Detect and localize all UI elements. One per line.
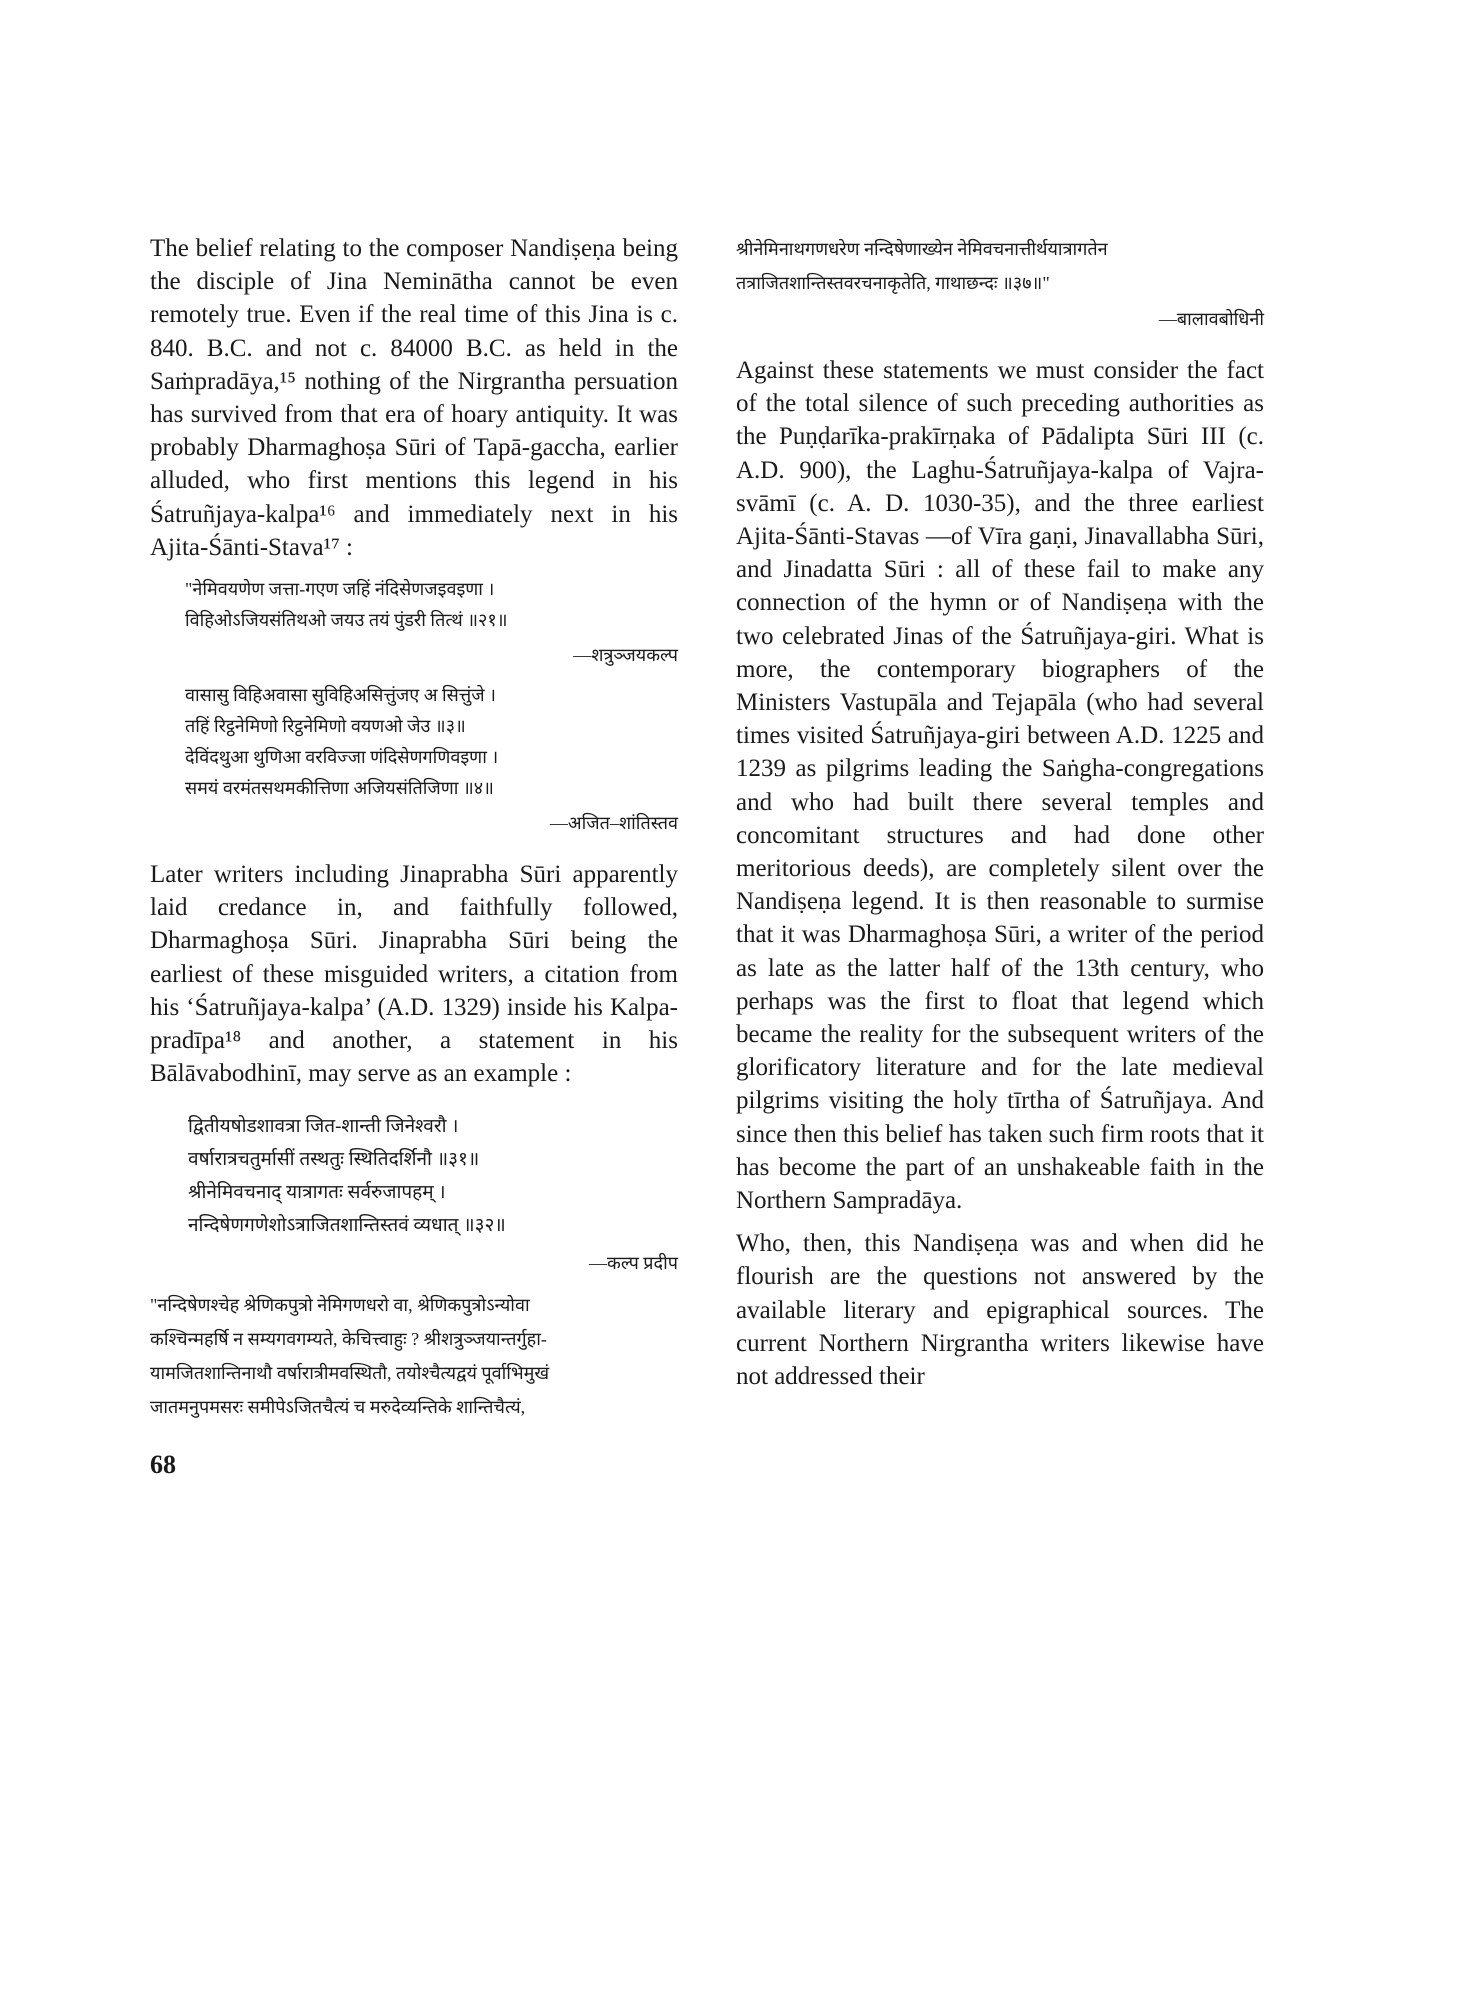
- quote-line: कश्चिन्महर्षि न सम्यगवगम्यते, केचित्त्वाहुः ? श्रीशत्रुञ्जयान्तर्गुहा-: [150, 1329, 547, 1350]
- intro-paragraph: The belief relating to the composer Nandiṣeṇa being the disciple of Jina Neminātha cannot be even remotely true. Even if the real time of this Jina is c. 840. B.C. and not c. 84000 B.C. as held in the Saṁpradāya,¹⁵ nothing of the Nirgrantha persuation has survived from that era of hoary antiquity. It was probably Dharmaghoṣa Sūri of Tapā-gaccha, earlier alluded, who first mentions this legend in his Śatruñjaya-kalpa¹⁶ and immediately next in his Ajita-Śānti-Stava¹⁷ :: [150, 235, 678, 561]
- verse-line: "नेमिवयणेण जत्ता-गएण जहिं नंदिसेणजइवइणा ।: [185, 579, 495, 600]
- paragraph-who-then: Who, then, this Nandiṣeṇa was and when did he flourish are the questions not answered by the available literary and epigraphical sources. The current Northern Nirgrantha writers likewise have not addressed their: [736, 1230, 1264, 1391]
- verse-line: नन्दिषेणगणेशोऽत्राजितशान्तिस्तवं व्यधात् ॥३२॥: [188, 1215, 506, 1237]
- verse-source: —कल्प प्रदीप: [589, 1253, 678, 1274]
- left-column: [150, 232, 678, 1424]
- page-number: 68: [150, 1450, 176, 1479]
- verse-line: देविंदथुआ थुणिआ वरविज्जा णंदिसेणगणिवइणा ।: [185, 747, 499, 768]
- quote-line: "नन्दिषेणश्चेह श्रेणिकपुत्रो नेमिगणधरो वा, श्रेणिकपुत्रोऽन्योवा: [150, 1295, 530, 1316]
- verse-line: तहिं रिट्ठनेमिणो रिट्ठनेमिणो वयणओ जेउ ॥३॥: [185, 716, 466, 737]
- verse-line: विहिओऽजियसंतिथओ जयउ तयं पुंडरी तित्थं ॥२१॥: [185, 610, 508, 631]
- verse-line: वर्षारात्रचतुर्मासीं तस्थतुः स्थितिदर्शिनौ ॥३१॥: [188, 1149, 480, 1171]
- verse-ajita-shanti-stava: [185, 680, 678, 804]
- quote-line: तत्राजितशान्तिस्तवरचनाकृतेति, गाथाछन्दः ॥३७॥": [736, 273, 1050, 293]
- balavabodhini-quote-continued: [736, 232, 1264, 300]
- balavabodhini-quote: [150, 1288, 678, 1424]
- quote-source: —बालावबोधिनी: [1158, 309, 1264, 329]
- verse-line: द्वितीयषोडशावत्रा जित-शान्ती जिनेश्वरौ ।: [188, 1116, 459, 1138]
- quote-line: यामजितशान्तिनाथौ वर्षारात्रीमवस्थितौ, तयोश्चैत्यद्वयं पूर्वाभिमुखं: [150, 1363, 550, 1384]
- paragraph-against-statements: Against these statements we must consider the fact of the total silence of such preceding authorities as the Puṇḍarīka-prakīrṇaka of Pādalipta Sūri III (c. A.D. 900), the Laghu-Śatruñjaya-kalpa of Vajra-svāmī (c. A. D. 1030-35), and the three earliest Ajita-Śānti-Stavas —of Vīra gaṇi, Jinavallabha Sūri, and Jinadatta Sūri : all of these fail to make any connection of the hymn or of Nandiṣeṇa with the two celebrated Jinas of the Śatruñjaya-giri. What is more, the contemporary biographers of the Ministers Vastupāla and Tejapāla (who had several times visited Śatruñjaya-giri between A.D. 1225 and 1239 as pilgrims leading the Saṅgha-congregations and who had built there several temples and concomitant structures and had done other meritorious deeds), are completely silent over the Nandiṣeṇa legend. It is then reasonable to surmise that it was Dharmaghoṣa Sūri, a writer of the period as late as the latter half of the 13th century, who perhaps was the first to float that legend which became the reality for the subsequent writers of the glorificatory literature and for the late medieval pilgrims visiting the holy tīrtha of Śatruñjaya. And since then this belief has taken such firm roots that it has become the part of an unshakeable faith in the Northern Sampradāya.: [736, 357, 1264, 1215]
- verse-source: —अजित–शांतिस्तव: [549, 813, 678, 834]
- right-column: [736, 232, 1264, 1393]
- verse-line: वासासु विहिअवासा सुविहिअसित्तुंजए अ सित्तुंजे ।: [185, 685, 496, 706]
- middle-paragraph: Later writers including Jinaprabha Sūri apparently laid credance in, and faithfully followed, Dharmaghoṣa Sūri. Jinaprabha Sūri being the earliest of these misguided writers, a citation from his ‘Śatruñjaya-kalpa’ (A.D. 1329) inside his Kalpa-pradīpa¹⁸ and another, a statement in his Bālāvabodhinī, may serve as an example :: [150, 861, 678, 1088]
- verse-shatrunjaya-kalpa: [185, 574, 678, 636]
- verse-kalpa-pradipa: [188, 1112, 678, 1244]
- verse-line: समयं वरमंतसथमकीत्तिणा अजियसंतिजिणा ॥४॥: [185, 778, 494, 799]
- quote-line: श्रीनेमिनाथगणधरेण नन्दिषेणाख्येन नेमिवचनात्तीर्थयात्रागतेन: [736, 239, 1108, 259]
- verse-source: —शत्रुञ्जयकल्प: [573, 645, 678, 666]
- verse-line: श्रीनेमिवचनाद् यात्रागतः सर्वरुजापहम् ।: [188, 1182, 446, 1204]
- quote-line: जातमनुपमसरः समीपेऽजितचैत्यं च मरुदेव्यन्तिके शान्तिचैत्यं,: [150, 1397, 526, 1418]
